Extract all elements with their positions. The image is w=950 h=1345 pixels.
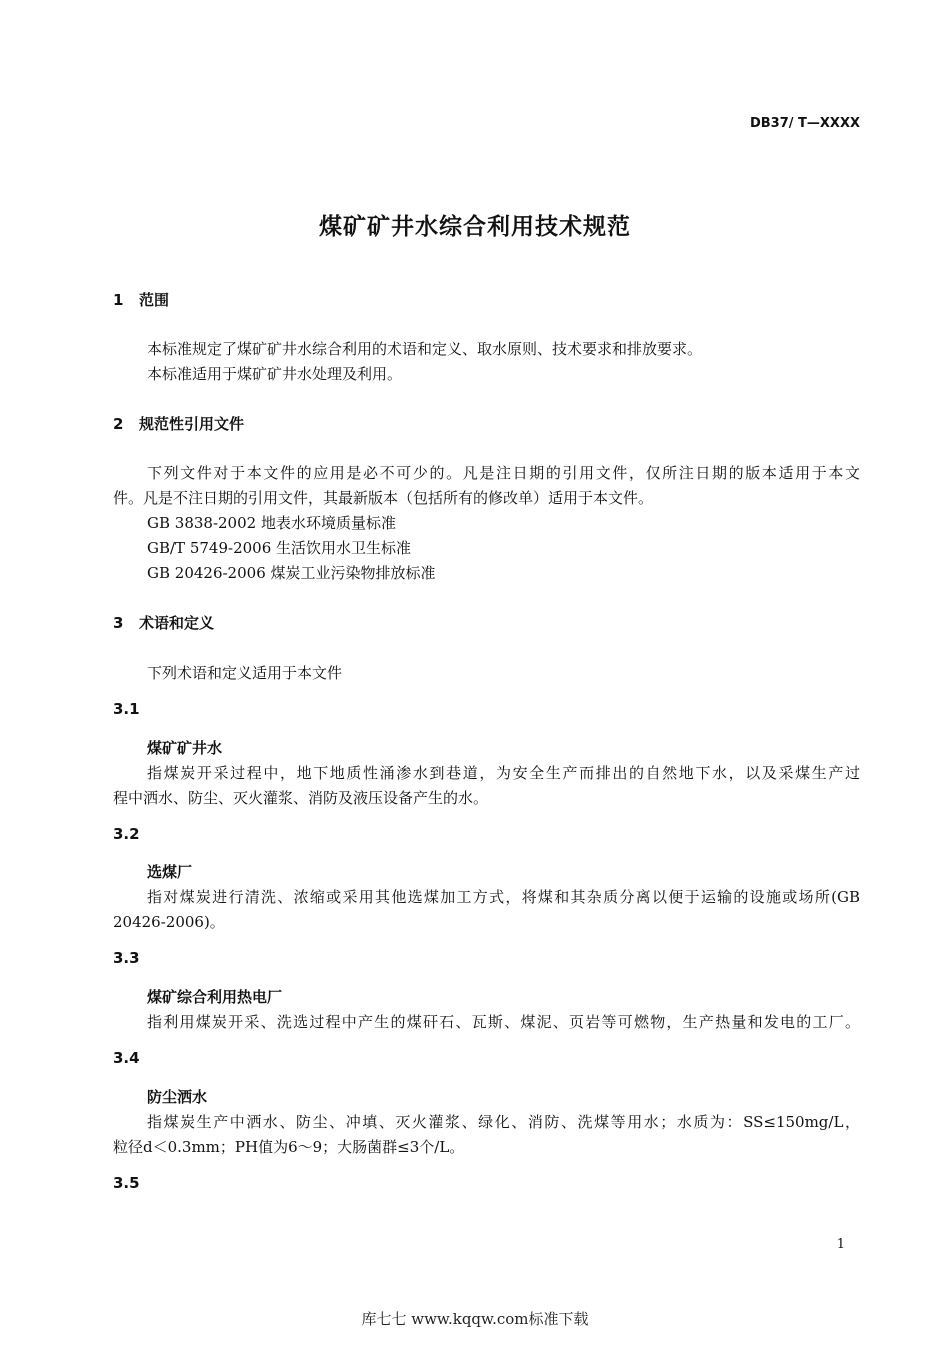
term-number: 3.3 [113, 949, 140, 967]
term-definition-line: 20426-2006)。 [113, 913, 225, 931]
term-definition-line: 粒径d＜0.3mm；PH值为6～9；大肠菌群≤3个/L。 [113, 1138, 465, 1156]
term-definition-line: 程中洒水、防尘、灭火灌浆、消防及液压设备产生的水。 [113, 789, 489, 807]
reference-item: GB 3838-2002 地表水环境质量标准 [147, 514, 396, 532]
paragraph-line: 下列文件对于本文件的应用是必不可少的。凡是注日期的引用文件，仅所注日期的版本适用于本文 [147, 464, 860, 482]
page-number: 1 [836, 1237, 845, 1252]
term-number: 3.2 [113, 825, 140, 843]
term-definition-line: 指煤炭开采过程中，地下地质性涌渗水到巷道，为安全生产而排出的自然地下水，以及采煤生产过 [147, 764, 860, 782]
term-name: 防尘洒水 [147, 1088, 208, 1106]
term-number: 3.5 [113, 1174, 140, 1192]
footer-watermark: 库七七 www.kqqw.com标准下载 [361, 1310, 589, 1328]
term-name: 选煤厂 [147, 863, 193, 881]
section-2-heading [113, 413, 244, 434]
paragraph: 下列术语和定义适用于本文件 [147, 664, 343, 682]
section-3-number: 3 [113, 614, 124, 632]
term-name: 煤矿综合利用热电厂 [147, 988, 283, 1006]
section-1-heading [113, 289, 169, 310]
paragraph-line: 件。凡是不注日期的引用文件，其最新版本（包括所有的修改单）适用于本文件。 [113, 489, 654, 507]
section-3-title: 术语和定义 [139, 614, 215, 632]
document-code: DB37/ T—XXXX [749, 116, 860, 131]
section-1-title: 范围 [139, 291, 170, 309]
page-title: 煤矿矿井水综合利用技术规范 [319, 214, 631, 240]
term-definition-line: 指对煤炭进行清洗、浓缩或采用其他选煤加工方式，将煤和其杂质分离以便于运输的设施或场所(GB [147, 888, 860, 906]
section-1-number: 1 [113, 291, 124, 309]
term-number: 3.4 [113, 1049, 140, 1067]
reference-item: GB/T 5749-2006 生活饮用水卫生标准 [147, 539, 412, 557]
reference-item: GB 20426-2006 煤炭工业污染物排放标准 [147, 564, 436, 582]
term-name: 煤矿矿井水 [147, 739, 223, 757]
term-definition-line: 指煤炭生产中洒水、防尘、冲填、灭火灌浆、绿化、消防、洗煤等用水；水质为：SS≤150mg/L， [147, 1113, 860, 1131]
paragraph: 本标准适用于煤矿矿井水处理及利用。 [147, 365, 403, 383]
term-definition-line: 指利用煤炭开采、洗选过程中产生的煤矸石、瓦斯、煤泥、页岩等可燃物，生产热量和发电的工厂。 [147, 1013, 860, 1031]
section-2-title: 规范性引用文件 [139, 415, 245, 433]
section-2-number: 2 [113, 415, 124, 433]
paragraph: 本标准规定了煤矿矿井水综合利用的术语和定义、取水原则、技术要求和排放要求。 [147, 340, 703, 358]
section-3-heading [113, 612, 214, 633]
term-number: 3.1 [113, 700, 140, 718]
